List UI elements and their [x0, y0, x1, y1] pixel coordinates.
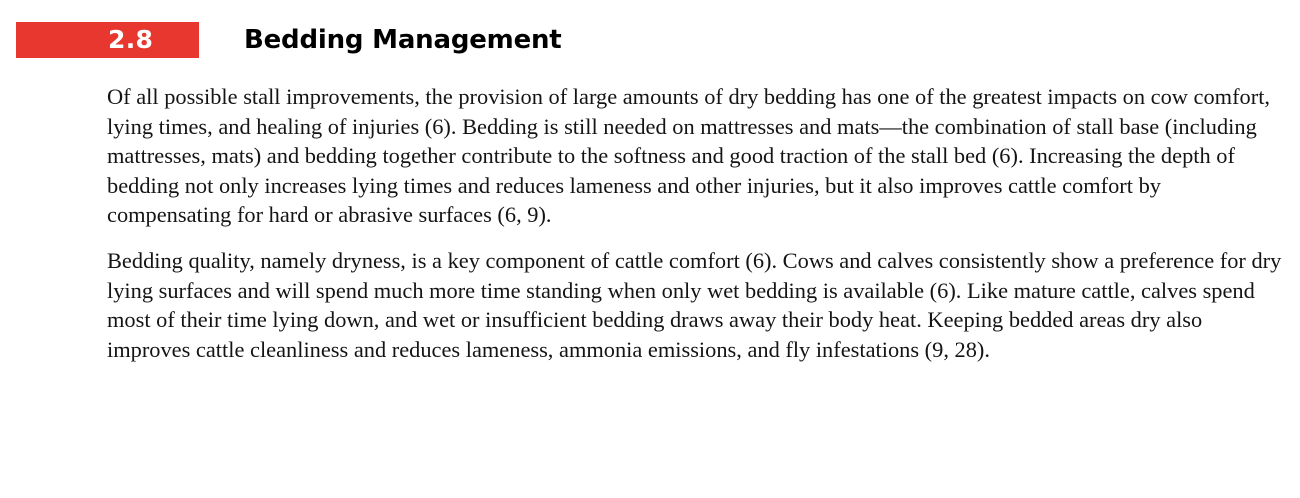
section-number: 2.8 [108, 25, 154, 54]
section-body [107, 82, 1282, 364]
paragraph-bedding-amount: Of all possible stall improvements, the provision of large amounts of dry bedding has one of the greatest impacts on cow comfort, lying times, and healing of injuries (6). Bedding is still needed on mattresses and mats—the combination of stall base (including mattresses, mats) and bedding together contribute to the softness and good traction of the stall bed (6). Increasing the depth of bedding not only increases lying times and reduces lameness and other injuries, but it also improves cattle comfort by compensating for hard or abrasive surfaces (6, 9). [107, 84, 1271, 228]
section-title: Bedding Management [244, 25, 562, 55]
section-header [0, 0, 1300, 80]
paragraph-bedding-quality: Bedding quality, namely dryness, is a key component of cattle comfort (6). Cows and calves consistently show a preference for dry lying surfaces and will spend much more time standing when only wet bedding is available (6). Like mature cattle, calves spend most of their time lying down, and wet or insufficient bedding draws away their body heat. Keeping bedded areas dry also improves cattle cleanliness and reduces lameness, ammonia emissions, and fly infestations (9, 28). [107, 247, 1282, 362]
